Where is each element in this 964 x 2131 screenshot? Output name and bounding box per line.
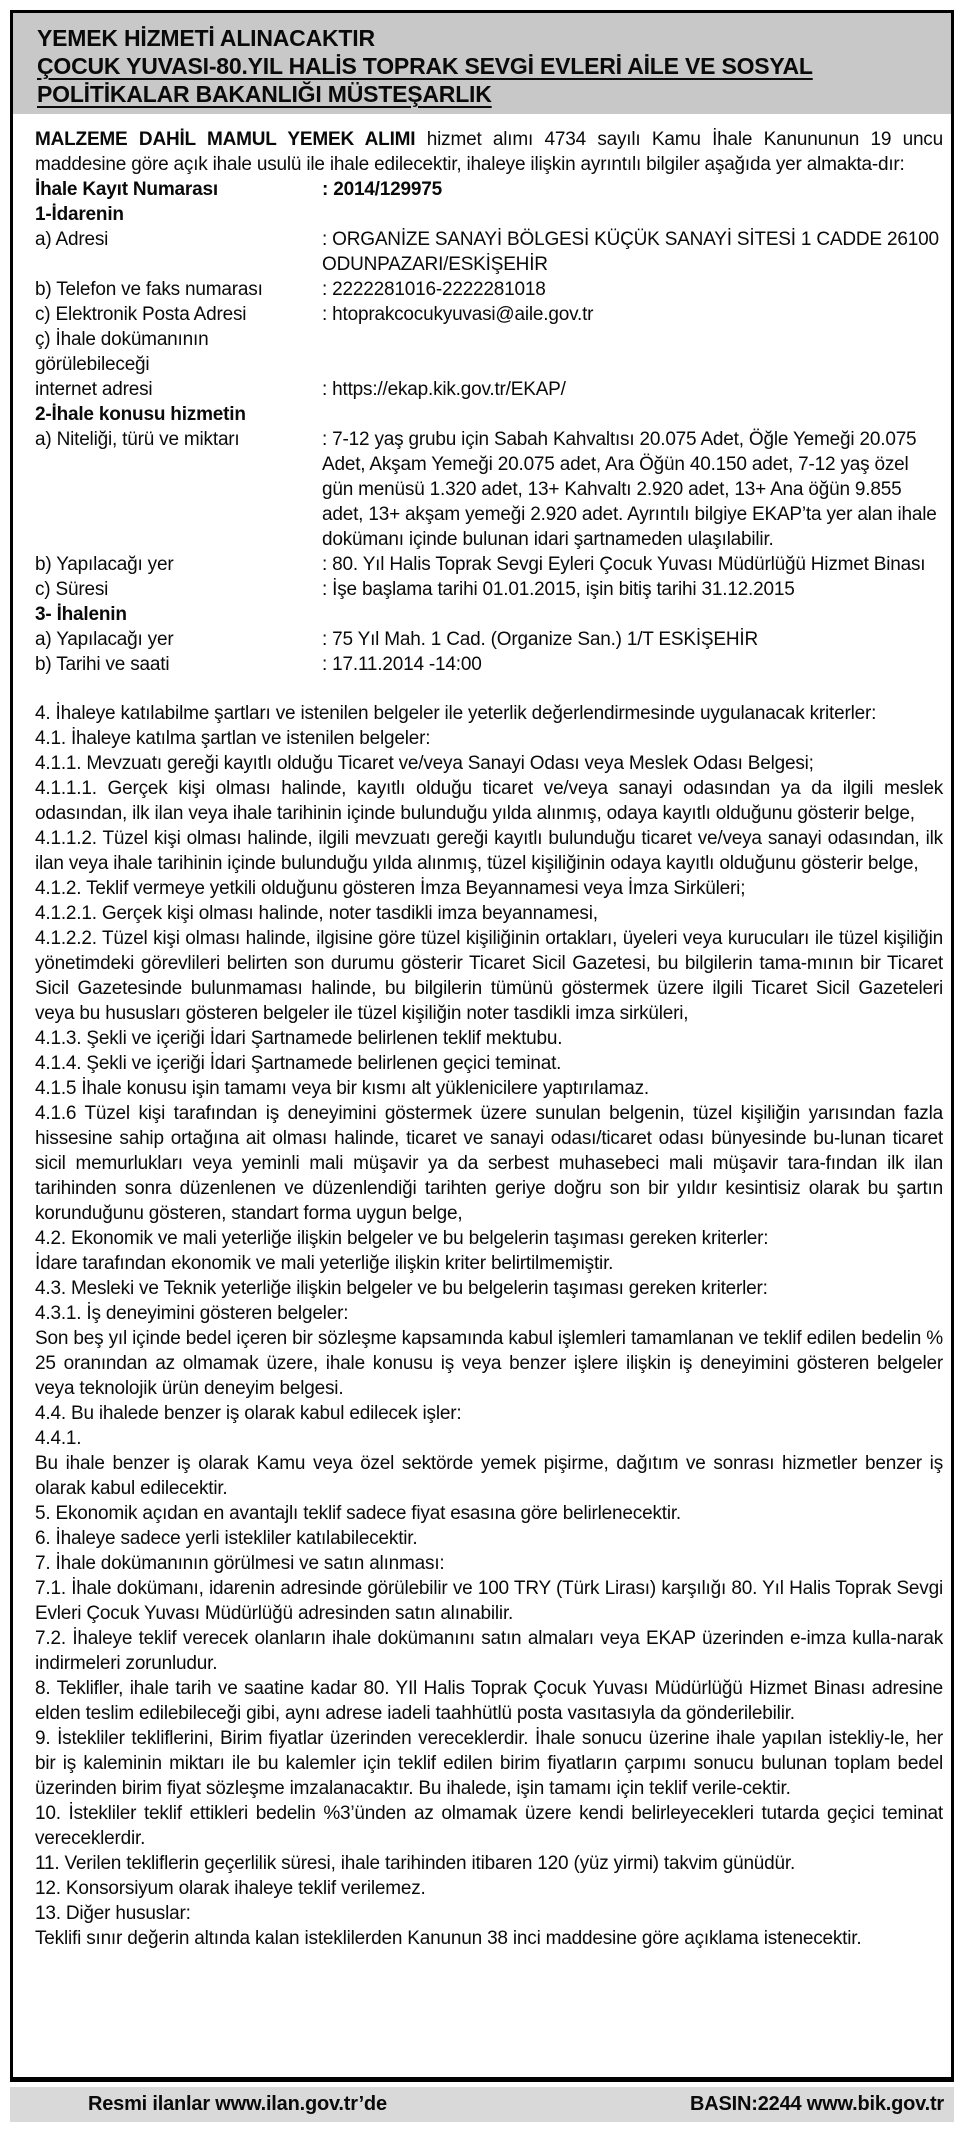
info-value: : 80. Yıl Halis Toprak Sevgi Eyleri Çocuk Yuvası Müdürlüğü Hizmet Binası	[322, 554, 926, 575]
body-paragraph: 4.1.1.1. Gerçek kişi olması halinde, kayıtlı olduğu ticaret ve/veya sanayi odasından ya da ilgili meslek odasından, ilk ilan veya ihale tarihinin içinde bulunduğu yılda alınmış, odaya kayıtlı olduğunu gösterir belge,	[35, 778, 943, 824]
info-value: : 75 Yıl Mah. 1 Cad. (Organize San.) 1/T ESKİŞEHİR	[322, 629, 758, 650]
body-paragraph: 11. Verilen tekliflerin geçerlilik süresi, ihale tarihinden itibaren 120 (yüz yirmi) takvim günüdür.	[35, 1853, 796, 1874]
notice-header	[13, 13, 951, 114]
body-paragraph: 4.1.2.2. Tüzel kişi olması halinde, ilgisine göre tüzel kişiliğinin ortakları, üyeleri veya kurucuları ile tüzel kişiliğin yönetimdeki görevlileri belirten son durumu gösterir Ticaret Sicil Gazetesi, bu bilgilerin tama-mının bir Ticaret Sicil Gazetesinde bulunmaması halinde, bu bilgilerin tümünü göstermek üzere ilgili Ticaret Sicil Gazeteleri veya bu hususları gösteren belgeler ile tüzel kişiliğin noter tasdikli imza sirküleri,	[35, 928, 943, 1024]
body-paragraph: 4.3. Mesleki ve Teknik yeterliğe ilişkin belgeler ve bu belgelerin taşıması gereken kriterler:	[35, 1278, 768, 1299]
body-paragraph: 4. İhaleye katılabilme şartları ve istenilen belgeler ile yeterlik değerlendirmesinde uygulanacak kriterler:	[35, 703, 877, 724]
body-paragraph: 4.1.5 İhale konusu işin tamamı veya bir kısmı alt yüklenicilere yaptırılamaz.	[35, 1078, 649, 1099]
body-paragraph: 10. İstekliler teklif ettikleri bedelin %3’ünden az olmamak üzere kendi belirleyecekleri tutarda geçici teminat vereceklerdir.	[35, 1803, 943, 1849]
body-paragraph: 4.1.2.1. Gerçek kişi olması halinde, noter tasdikli imza beyannamesi,	[35, 903, 598, 924]
info-label: b) Telefon ve faks numarası	[35, 279, 263, 300]
info-label: internet adresi	[35, 379, 153, 400]
body-paragraph: 7.1. İhale dokümanı, idarenin adresinde görülebilir ve 100 TRY (Türk Lirası) karşılığı 80. Yıl Halis Toprak Sevgi Evleri Çocuk Yuvası Müdürlüğü adresinden satın alınabilir.	[35, 1578, 943, 1624]
info-value: : htoprakcocukyuvasi@aile.gov.tr	[322, 304, 594, 325]
info-row	[35, 202, 943, 227]
info-row	[35, 427, 943, 552]
body-paragraph: 4.1.1.2. Tüzel kişi olması halinde, ilgili mevzuatı gereği kayıtlı bulunduğu ticaret ve/veya sanayi odasından, ilk ilan veya ihale tarihinin içinde bulunduğu yılda alınmış, tüzel kişiliğinin odaya kayıtlı olduğunu gösterir belge,	[35, 828, 943, 874]
info-label: b) Yapılacağı yer	[35, 554, 174, 575]
info-row	[35, 627, 943, 652]
header-title-line: ÇOCUK YUVASI-80.YIL HALİS TOPRAK SEVGİ EVLERİ AİLE VE SOSYAL	[37, 53, 813, 79]
body-paragraph: 9. İstekliler tekliflerini, Birim fiyatlar üzerinden vereceklerdir. İhale sonucu üzerine ihale yapılan istekliy-le, her bir iş kaleminin miktarı ile bu kalemler için teklif edilen birim fiyatların çarpımı sonucu bulunan toplam bedel üzerinden birim fiyat sözleşme imzalanacaktır. Bu ihalede, işin tamamı için teklif verile-cektir.	[35, 1728, 943, 1799]
info-value: : ORGANİZE SANAYİ BÖLGESİ KÜÇÜK SANAYİ SİTESİ 1 CADDE 26100 ODUNPAZARI/ESKİŞEHİR	[322, 229, 939, 275]
footer-bar	[10, 2087, 954, 2122]
info-value	[322, 402, 943, 427]
info-label: a) Niteliği, türü ve miktarı	[35, 429, 240, 450]
body-section	[35, 701, 943, 1951]
info-row	[35, 577, 943, 602]
body-paragraph: 4.3.1. İş deneyimini gösteren belgeler:	[35, 1303, 349, 1324]
body-paragraph: 7.2. İhaleye teklif verecek olanların ihale dokümanını satın almaları veya EKAP üzerinden e-imza kulla-narak indirmeleri zorunludur.	[35, 1628, 943, 1674]
info-label: c) Elektronik Posta Adresi	[35, 304, 247, 325]
body-paragraph: Son beş yıl içinde bedel içeren bir sözleşme kapsamında kabul işlemleri tamamlanan ve teklif edilen bedelin % 25 oranından az olmamak üzere, ihale konusu iş veya benzer işlere ilişkin iş deneyimini gösteren belgeler veya teknolojik ürün deneyim belgesi.	[35, 1328, 943, 1399]
intro-paragraph	[35, 127, 943, 177]
notice-content	[13, 114, 951, 1951]
footer-right-text: BASIN:2244 www.bik.gov.tr	[690, 2093, 944, 2115]
body-paragraph: 12. Konsorsiyum olarak ihaleye teklif verilemez.	[35, 1878, 426, 1899]
body-paragraph: 4.4.1.	[35, 1428, 82, 1449]
body-paragraph: 8. Teklifler, ihale tarih ve saatine kadar 80. YIl Halis Toprak Çocuk Yuvası Müdürlüğü Hizmet Binası adresine elden teslim edilebileceği gibi, aynı adrese iadeli taahhütlü posta vasıtasıyla da gönderilebilir.	[35, 1678, 943, 1724]
info-value: : 2014/129975	[322, 179, 442, 200]
header-title-lines	[37, 24, 933, 108]
info-label: İhale Kayıt Numarası	[35, 179, 218, 200]
header-title-line: YEMEK HİZMETİ ALINACAKTIR	[37, 25, 375, 51]
body-paragraph: 4.1.4. Şekli ve içeriği İdari Şartnamede belirlenen geçici teminat.	[35, 1053, 562, 1074]
body-paragraph: İdare tarafından ekonomik ve mali yeterliğe ilişkin kriter belirtilmemiştir.	[35, 1253, 614, 1274]
info-label: b) Tarihi ve saati	[35, 654, 170, 675]
info-row	[35, 402, 943, 427]
info-value	[322, 602, 943, 627]
info-row	[35, 377, 943, 402]
body-paragraph: 4.4. Bu ihalede benzer iş olarak kabul edilecek işler:	[35, 1403, 462, 1424]
info-value	[322, 327, 943, 377]
footer-left-text: Resmi ilanlar www.ilan.gov.tr’de	[88, 2093, 387, 2115]
info-label: 2-İhale konusu hizmetin	[35, 404, 246, 425]
intro-rest-text: hizmet alımı 4734 sayılı Kamu İhale Kanununun 19 uncu maddesine göre açık ihale usulü ile ihale edilecektir, ihaleye ilişkin ayrıntılı bilgiler aşağıda yer almakta-dır:	[35, 129, 943, 175]
body-paragraph: 4.2. Ekonomik ve mali yeterliğe ilişkin belgeler ve bu belgelerin taşıması gereken kriterler:	[35, 1228, 769, 1249]
intro-bold-text: MALZEME DAHİL MAMUL YEMEK ALIMI	[35, 129, 416, 150]
body-paragraph: 4.1.6 Tüzel kişi tarafından iş deneyimini göstermek üzere sunulan belgenin, tüzel kişiliğin yarısından fazla hissesine sahip ortağına ait olması halinde, ticaret ve sanayi odası/ticaret odası bünyesinde bu-lunan ticaret sicil memurlukları veya yeminli mali müşavir ya da serbest muhasebeci mali müşavir tara-fından ilk ilan tarihinden sonra düzenlenen ve düzenlendiği tarihten geriye doğru son bir yıldır kesintisiz olarak bu şartın korunduğunu gösteren, standart forma uygun belge,	[35, 1103, 943, 1224]
info-value: : https://ekap.kik.gov.tr/EKAP/	[322, 379, 566, 400]
info-row	[35, 552, 943, 577]
info-label: c) Süresi	[35, 579, 109, 600]
body-paragraph: 6. İhaleye sadece yerli istekliler katılabilecektir.	[35, 1528, 418, 1549]
body-paragraph: 4.1.1. Mevzuatı gereği kayıtlı olduğu Ticaret ve/veya Sanayi Odası veya Meslek Odası Belgesi;	[35, 753, 814, 774]
info-row	[35, 302, 943, 327]
info-value: : 7-12 yaş grubu için Sabah Kahvaltısı 20.075 Adet, Öğle Yemeği 20.075 Adet, Akşam Yemeği 20.075 adet, Ara Öğün 40.150 adet, 7-12 yaş özel gün menüsü 1.320 adet, 13+ Kahvaltı 2.920 adet, 13+ Ana öğün 9.855 adet, 13+ akşam yemeği 2.920 adet. Ayrıntılı bilgiye EKAP’ta yer alan ihale dokümanı içinde bulunan idari şartnameden ulaşılabilir.	[322, 429, 937, 550]
body-paragraph: 4.1. İhaleye katılma şartlan ve istenilen belgeler:	[35, 728, 431, 749]
info-value: : 2222281016-2222281018	[322, 279, 546, 300]
info-label: a) Adresi	[35, 229, 109, 250]
body-paragraph: 13. Diğer hususlar:	[35, 1903, 191, 1924]
info-row	[35, 327, 943, 377]
info-row	[35, 602, 943, 627]
info-label: ç) İhale dokümanının görülebileceği	[35, 329, 209, 375]
info-section	[35, 177, 943, 677]
info-row	[35, 177, 943, 202]
info-value	[322, 202, 943, 227]
info-row	[35, 227, 943, 277]
body-paragraph: 7. İhale dokümanının görülmesi ve satın alınması:	[35, 1553, 445, 1574]
info-label: 3- İhalenin	[35, 604, 127, 625]
body-paragraph: 5. Ekonomik açıdan en avantajlı teklif sadece fiyat esasına göre belirlenecektir.	[35, 1503, 682, 1524]
body-paragraph: 4.1.3. Şekli ve içeriği İdari Şartnamede belirlenen teklif mektubu.	[35, 1028, 563, 1049]
info-value: : İşe başlama tarihi 01.01.2015, işin bitiş tarihi 31.12.2015	[322, 579, 795, 600]
notice-box	[10, 10, 954, 2082]
info-value: : 17.11.2014 -14:00	[322, 654, 482, 675]
info-row	[35, 652, 943, 677]
header-title-line: POLİTİKALAR BAKANLIĞI MÜSTEŞARLIK	[37, 81, 492, 107]
body-paragraph: Teklifi sınır değerin altında kalan isteklilerden Kanunun 38 inci maddesine göre açıklama istenecektir.	[35, 1928, 862, 1949]
info-label: a) Yapılacağı yer	[35, 629, 174, 650]
body-paragraph: Bu ihale benzer iş olarak Kamu veya özel sektörde yemek pişirme, dağıtım ve sonrası hizmetler benzer iş olarak kabul edilecektir.	[35, 1453, 943, 1499]
info-row	[35, 277, 943, 302]
info-label: 1-İdarenin	[35, 204, 124, 225]
body-paragraph: 4.1.2. Teklif vermeye yetkili olduğunu gösteren İmza Beyannamesi veya İmza Sirküleri;	[35, 878, 746, 899]
